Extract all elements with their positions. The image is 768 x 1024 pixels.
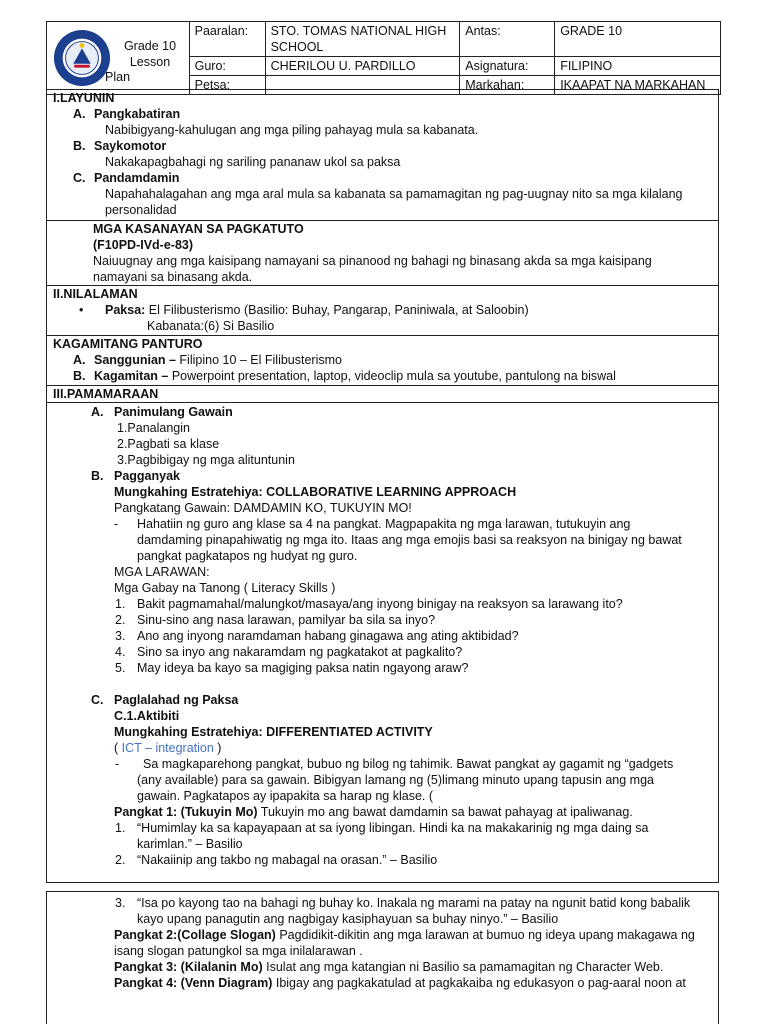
question-1: 1. Bakit pagmamahal/malungkot/masaya/ang inyong binigay na reaksyon sa larawang ito? <box>115 597 623 611</box>
step-b-desc-line2: damdaming pinapahiwatig ng mga ito. Itaas ang mga emojis basi sa reaksyon na binigay ng bawat <box>137 533 682 547</box>
lesson-title-line1: Grade 10 <box>123 39 177 53</box>
kasanayan-code: (F10PD-IVd-e-83) <box>93 238 194 252</box>
date-label: Petsa: <box>189 76 265 95</box>
quote-1-line1: 1. “Humimlay ka sa kapayapaan at sa iyong libingan. Hindi ka na makakarinig ng mga daing sa <box>115 821 649 835</box>
ict-integration-label: ICT – integration <box>121 741 214 755</box>
kagamitan-title: KAGAMITANG PANTURO <box>53 337 203 351</box>
level-value: GRADE 10 <box>555 22 721 57</box>
pangkat-4: Pangkat 4: (Venn Diagram) Ibigay ang pagkakatulad at pagkakaiba ng edukasyon o pag-aaral noon at <box>114 976 686 990</box>
pangkat-2-label: Pangkat 2:(Collage Slogan) <box>114 928 276 942</box>
nilalaman-section <box>46 286 719 336</box>
sanggunian-label: Sanggunian – <box>94 353 176 367</box>
kagamitan-section <box>46 336 719 386</box>
pamamaraan-continued <box>46 891 719 1024</box>
teacher-label: Guro: <box>189 57 265 76</box>
kagamitan-text: Powerpoint presentation, laptop, videoclip mula sa youtube, pantulong na biswal <box>168 369 616 383</box>
question-3: 3. Ano ang inyong naramdaman habang ginagawa ang ating aktibidad? <box>115 629 519 643</box>
step-b: B. Pagganyak <box>91 469 181 483</box>
paksa-text: El Filibusterismo (Basilio: Buhay, Pangarap, Paniniwala, at Saloobin) <box>145 303 529 317</box>
step-a-title: Panimulang Gawain <box>114 405 233 419</box>
quote-3-line2: kayo upang panagutin ang nagbigay kasiphayuan sa buhay ninyo.” – Basilio <box>137 912 559 926</box>
pangkat-2-line1: Pangkat 2:(Collage Slogan) Pagdidikit-dikitin ang mga larawan at bumuo ng ideya upang makagawa ng <box>114 928 695 942</box>
step-a-3: 3.Pagbibigay ng mga alituntunin <box>117 453 295 467</box>
objective-a-title: Pangkabatiran <box>94 107 181 121</box>
kasanayan-text-line1: Naiuugnay ang mga kaisipang namayani sa pinanood ng bahagi ng binasang akda sa mga kaisipang <box>93 254 652 268</box>
teacher-value: CHERILOU U. PARDILLO <box>265 57 460 76</box>
pangkat-2-line2: isang slogan patungkol sa mga inilalarawan . <box>114 944 363 958</box>
objective-c: C. Pandamdamin <box>73 171 180 185</box>
objective-c-text-line2: personalidad <box>105 203 177 217</box>
step-c1-aktibiti: C.1.Aktibiti <box>114 709 180 723</box>
sanggunian-text: Filipino 10 – El Filibusterismo <box>175 353 342 367</box>
ict-integration-line: ( ICT – integration ) <box>114 741 222 755</box>
pamamaraan-title: III.PAMAMARAAN <box>53 387 159 401</box>
step-c-desc-line1: - Sa magkaparehong pangkat, bubuo ng bilog ng tahimik. Bawat pangkat ay gagamit ng “gadgets <box>115 757 674 771</box>
school-value: STO. TOMAS NATIONAL HIGH SCHOOL <box>265 22 460 57</box>
kasanayan-section <box>46 221 719 286</box>
subject-label: Asignatura: <box>460 57 555 76</box>
objective-b-text: Nakakapagbahagi ng sariling pananaw ukol sa paksa <box>105 155 401 169</box>
kagamitan-label: Kagamitan – <box>94 369 169 383</box>
pangkat-1-label: Pangkat 1: (Tukuyin Mo) <box>114 805 258 819</box>
pangkat-1: Pangkat 1: (Tukuyin Mo) Tukuyin mo ang bawat damdamin sa bawat pahayag at ipaliwanag. <box>114 805 633 819</box>
kagamitan-line: B. Kagamitan – Powerpoint presentation, laptop, videoclip mula sa youtube, pantulong na biswal <box>73 369 616 383</box>
question-5: 5. May ideya ba kayo sa magiging paksa natin ngayong araw? <box>115 661 469 675</box>
quote-3-line1: 3. “Isa po kayong tao na bahagi ng buhay ko. Inakala ng marami na patay na ngunit batid kong babalik <box>115 896 691 910</box>
step-a: A. Panimulang Gawain <box>91 405 233 419</box>
quote-2: 2. “Nakaiinip ang takbo ng mabagal na orasan.” – Basilio <box>115 853 438 867</box>
layunin-title: I.LAYUNIN <box>53 91 115 105</box>
deped-seal-logo <box>53 29 111 87</box>
kabanata-text: Kabanata:(6) Si Basilio <box>147 319 275 333</box>
step-c-strategy: Mungkahing Estratehiya: DIFFERENTIATED ACTIVITY <box>114 725 433 739</box>
lesson-title-line3: Plan <box>105 70 131 84</box>
objective-c-title: Pandamdamin <box>94 171 180 185</box>
kasanayan-title: MGA KASANAYAN SA PAGKATUTO <box>93 222 304 236</box>
step-b-gabay: Mga Gabay na Tanong ( Literacy Skills ) <box>114 581 336 595</box>
quarter-value: IKAAPAT NA MARKAHAN <box>555 76 721 95</box>
objective-a: A. Pangkabatiran <box>73 107 181 121</box>
pangkat-3: Pangkat 3: (Kilalanin Mo) Isulat ang mga katangian ni Basilio sa pamamagitan ng Character Web. <box>114 960 664 974</box>
step-b-desc-line1: - Hahatiin ng guro ang klase sa 4 na pangkat. Magpapakita ng mga larawan, tutukuyin ang <box>114 517 631 531</box>
paksa-label: Paksa: <box>105 303 146 317</box>
seal-book-icon <box>74 65 89 68</box>
paksa-line <box>53 302 718 318</box>
objective-b: B. Saykomotor <box>73 139 167 153</box>
nilalaman-title: II.NILALAMAN <box>53 287 138 301</box>
objective-b-title: Saykomotor <box>94 139 167 153</box>
bullet-icon: • <box>79 303 84 317</box>
step-b-larawan: MGA LARAWAN: <box>114 565 210 579</box>
subject-value: FILIPINO <box>555 57 721 76</box>
kasanayan-text-line2: namayani sa binasang akda. <box>93 270 253 284</box>
step-b-gawain: Pangkatang Gawain: DAMDAMIN KO, TUKUYIN MO! <box>114 501 412 515</box>
layunin-section <box>46 89 719 221</box>
level-label: Antas: <box>460 22 555 57</box>
quarter-label: Markahan: <box>460 76 555 95</box>
pamamaraan-header <box>46 386 719 403</box>
step-b-strategy: Mungkahing Estratehiya: COLLABORATIVE LEARNING APPROACH <box>114 485 517 499</box>
pangkat-3-label: Pangkat 3: (Kilalanin Mo) <box>114 960 263 974</box>
step-c-desc-line2: (any available) para sa gawain. Bibigyan lamang ng (5)limang minuto upang tapusin ang mga <box>137 773 654 787</box>
objective-c-text-line1: Napahahalagahan ang mga aral mula sa kabanata sa pamamagitan ng pag-uugnay nito sa mga kilalang <box>105 187 683 201</box>
objective-a-text: Nabibigyang-kahulugan ang mga piling pahayag mula sa kabanata. <box>105 123 479 137</box>
pangkat-4-label: Pangkat 4: (Venn Diagram) <box>114 976 273 990</box>
school-label: Paaralan: <box>189 22 265 57</box>
step-a-1: 1.Panalangin <box>117 421 190 435</box>
question-4: 4. Sino sa inyo ang nakaramdam ng pagkatakot at pagkalito? <box>115 645 463 659</box>
pamamaraan-body <box>46 403 719 883</box>
lesson-title-line2: Lesson <box>129 55 171 69</box>
question-2: 2. Sinu-sino ang nasa larawan, pamilyar ba sila sa inyo? <box>115 613 436 627</box>
step-a-2: 2.Pagbati sa klase <box>117 437 220 451</box>
step-b-desc-line3: pangkat pagkatapos ng hudyat ng guro. <box>137 549 358 563</box>
header-table <box>46 21 721 95</box>
step-c-desc-line3: gawain. Pagkatapos ay ipapakita sa harap ng klase. ( <box>137 789 434 803</box>
step-c: C. Paglalahad ng Paksa <box>91 693 239 707</box>
sanggunian-line: A. Sanggunian – Filipino 10 – El Filibusterismo <box>73 353 342 367</box>
step-c-title: Paglalahad ng Paksa <box>114 693 239 707</box>
seal-sun-icon <box>80 43 85 48</box>
step-b-title: Pagganyak <box>114 469 181 483</box>
quote-1-line2: karimlan.” – Basilio <box>137 837 243 851</box>
